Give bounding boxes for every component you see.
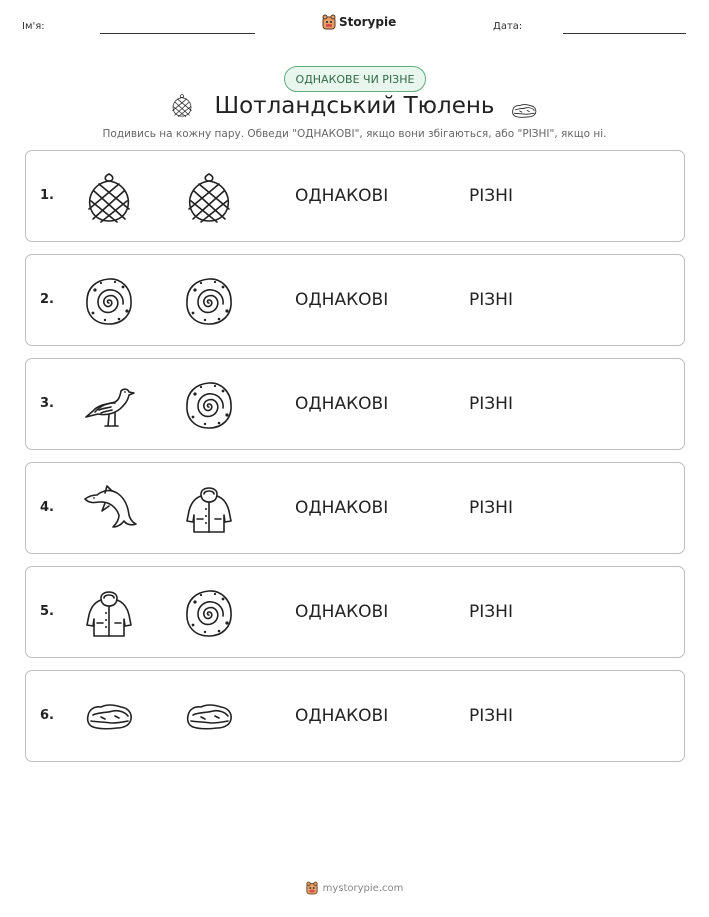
date-field-line[interactable] — [563, 33, 686, 34]
left-picture — [81, 273, 137, 329]
activity-badge: ОДНАКОВЕ ЧИ РІЗНЕ — [284, 66, 426, 92]
rock-icon — [509, 96, 539, 126]
row-number: 3. — [40, 396, 54, 411]
page-title: Шотландський Тюлень — [214, 93, 495, 119]
raincoat-icon — [181, 481, 237, 537]
different-option[interactable]: РІЗНІ — [469, 394, 513, 414]
left-picture — [81, 689, 137, 745]
different-option[interactable]: РІЗНІ — [469, 498, 513, 518]
raincoat-icon — [81, 585, 137, 641]
different-option[interactable]: РІЗНІ — [469, 706, 513, 726]
net-bag-icon — [81, 169, 137, 225]
instructions: Подивись на кожну пару. Обведи "ОДНАКОВІ", якщо вони збігаються, або "РІЗНІ", якщо ні. — [102, 128, 607, 140]
right-picture — [181, 169, 237, 225]
name-label: Ім'я: — [22, 21, 45, 32]
mascot-icon — [322, 14, 336, 30]
net-bag-icon — [181, 169, 237, 225]
row-number: 6. — [40, 708, 54, 723]
same-option[interactable]: ОДНАКОВІ — [295, 498, 389, 518]
left-picture — [81, 585, 137, 641]
mascot-icon — [306, 881, 318, 895]
brand-name: Storypie — [339, 15, 397, 29]
worksheet-header — [0, 0, 709, 50]
title-row — [0, 92, 709, 126]
left-picture — [81, 377, 137, 433]
same-option[interactable]: ОДНАКОВІ — [295, 290, 389, 310]
spiral-shell-icon — [181, 585, 237, 641]
left-picture — [81, 169, 137, 225]
name-field-line[interactable] — [100, 33, 255, 34]
dolphin-icon — [81, 481, 137, 537]
same-option[interactable]: ОДНАКОВІ — [295, 706, 389, 726]
date-label: Дата: — [493, 21, 523, 32]
rock-icon — [509, 96, 539, 130]
row-number: 1. — [40, 188, 54, 203]
right-picture — [181, 481, 237, 537]
exercise-list — [25, 150, 685, 774]
same-option[interactable]: ОДНАКОВІ — [295, 186, 389, 206]
rock-icon — [181, 689, 237, 745]
right-picture — [181, 689, 237, 745]
right-picture — [181, 585, 237, 641]
different-option[interactable]: РІЗНІ — [469, 602, 513, 622]
spiral-shell-icon — [181, 377, 237, 433]
exercise-row-3 — [25, 358, 685, 450]
right-picture — [181, 273, 237, 329]
exercise-row-2 — [25, 254, 685, 346]
row-number: 2. — [40, 292, 54, 307]
rock-icon — [81, 689, 137, 745]
row-number: 5. — [40, 604, 54, 619]
same-option[interactable]: ОДНАКОВІ — [295, 394, 389, 414]
row-number: 4. — [40, 500, 54, 515]
right-picture — [181, 377, 237, 433]
exercise-row-6 — [25, 670, 685, 762]
seagull-icon — [81, 377, 137, 433]
spiral-shell-icon — [81, 273, 137, 329]
left-picture — [81, 481, 137, 537]
different-option[interactable]: РІЗНІ — [469, 290, 513, 310]
brand-logo — [322, 12, 396, 32]
different-option[interactable]: РІЗНІ — [469, 186, 513, 206]
exercise-row-4 — [25, 462, 685, 554]
footer-url[interactable]: mystorypie.com — [322, 882, 404, 894]
footer — [0, 878, 709, 898]
exercise-row-5 — [25, 566, 685, 658]
spiral-shell-icon — [181, 273, 237, 329]
exercise-row-1 — [25, 150, 685, 242]
same-option[interactable]: ОДНАКОВІ — [295, 602, 389, 622]
